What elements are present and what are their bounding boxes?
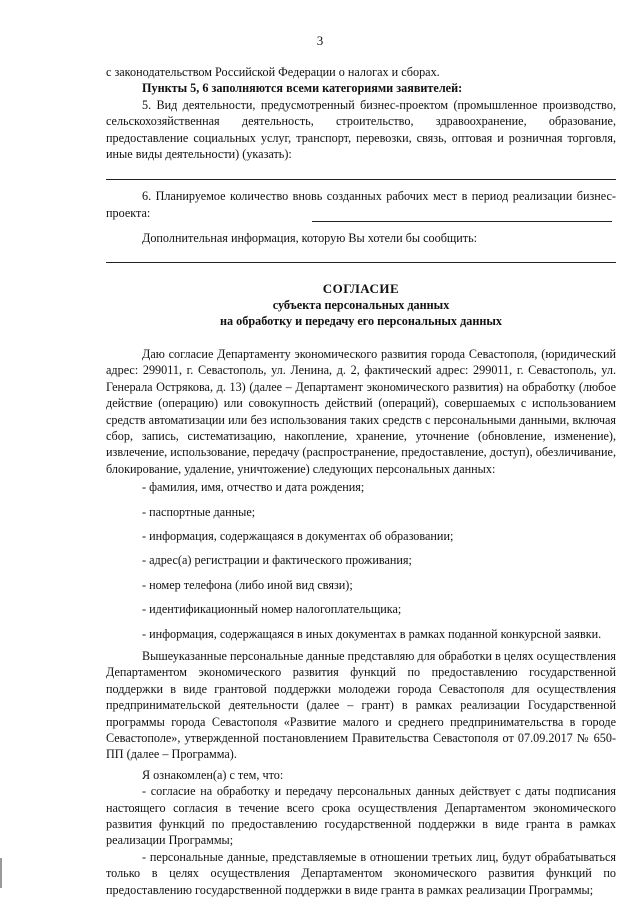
list-item: - паспортные данные; <box>142 504 256 519</box>
list-item: - информация, содержащаяся в иных документах в рамках поданной конкурсной заявки. <box>142 626 602 641</box>
list-item: - информация, содержащаяся в документах об образовании; <box>142 528 454 543</box>
scan-edge-mark <box>0 858 2 888</box>
list-item: - номер телефона (либо иной вид связи); <box>142 577 353 592</box>
item-5-activity: 5. Вид деятельности, предусмотренный бизнес-проектом (промышленное производство, сельскохозяйственная деятельность, строительство, здравоохранение, образование, предоставление социальных услуг, транспорт, перевозки, связь, оптовая и розничная торговля, иные виды деятельности) (указать): <box>106 97 616 162</box>
fill-line-jobs[interactable] <box>312 206 612 222</box>
fill-line-additional[interactable] <box>106 247 616 263</box>
fill-line-activity[interactable] <box>106 164 616 180</box>
item-6-text: 6. Планируемое количество вновь созданных рабочих мест в период реализации бизнес-проекта: <box>106 189 616 220</box>
consent-purpose: Вышеуказанные персональные данные представляю для обработки в целях осуществления Департаментом экономического развития функций по предоставлению государственной поддержки в виде грантовой поддержки молодежи города Севастополя для осуществления предпринимательской деятельности (далее – грант) в рамках реализации Государственной программы города Севастополя «Развитие малого и среднего предпринимательства в городе Севастополе», утвержденной постановлением Правительства Севастополя от 07.09.2017 № 650-ПП (далее – Программа). <box>106 648 616 762</box>
consent-subtitle-1: субъекта персональных данных <box>272 298 450 313</box>
additional-info: Дополнительная информация, которую Вы хотели бы сообщить: <box>142 231 478 246</box>
consent-intro: Даю согласие Департаменту экономического развития города Севастополя, (юридический адрес: 299011, г. Севастополь, ул. Ленина, д. 2, фактический адрес: 299011, г. Севастополь, ул. Генерала Острякова, д. 13) (далее – Департамент экономического развития) на обработку (любое действие (операцию) или совокупность действий (операций), совершаемых с использованием средств автоматизации или без использования таких средств с персональными данными, включая сбор, запись, систематизацию, накопление, хранение, уточнение (обновление, изменение), извлечение, использование, передачу (распространение, предоставление, доступ), обезличивание, блокирование, удаление, уничтожение) следующих персональных данных: <box>106 346 616 476</box>
list-item: - идентификационный номер налогоплательщика; <box>142 602 402 617</box>
list-item: - фамилия, имя, отчество и дата рождения; <box>142 480 365 495</box>
page-content <box>106 64 616 898</box>
term-item: - согласие на обработку и передачу персональных данных действует с даты подписания настоящего согласия в течение всего срока осуществления Департаментом экономического развития функций по предоставлению государственной поддержки в виде гранта в рамках реализации Программы; <box>106 784 616 848</box>
section-note: Пункты 5, 6 заполняются всеми категориями заявителей: <box>142 81 463 96</box>
list-item: - адрес(а) регистрации и фактического проживания; <box>142 553 412 568</box>
consent-title: СОГЛАСИЕ <box>322 280 400 296</box>
consent-subtitle-2: на обработку и передачу его персональных данных <box>220 314 502 329</box>
acquainted-heading: Я ознакомлен(а) с тем, что: <box>142 767 284 782</box>
text-line-tax: с законодательством Российской Федерации о налогах и сборах. <box>106 65 440 79</box>
term-item: - персональные данные, представляемые в отношении третьих лиц, будут обрабатываться только в целях осуществления Департаментом экономического развития функций по предоставлению государственной поддержки в виде гранта в рамках реализации Программы; <box>106 849 616 897</box>
page-number: 3 <box>316 33 324 48</box>
